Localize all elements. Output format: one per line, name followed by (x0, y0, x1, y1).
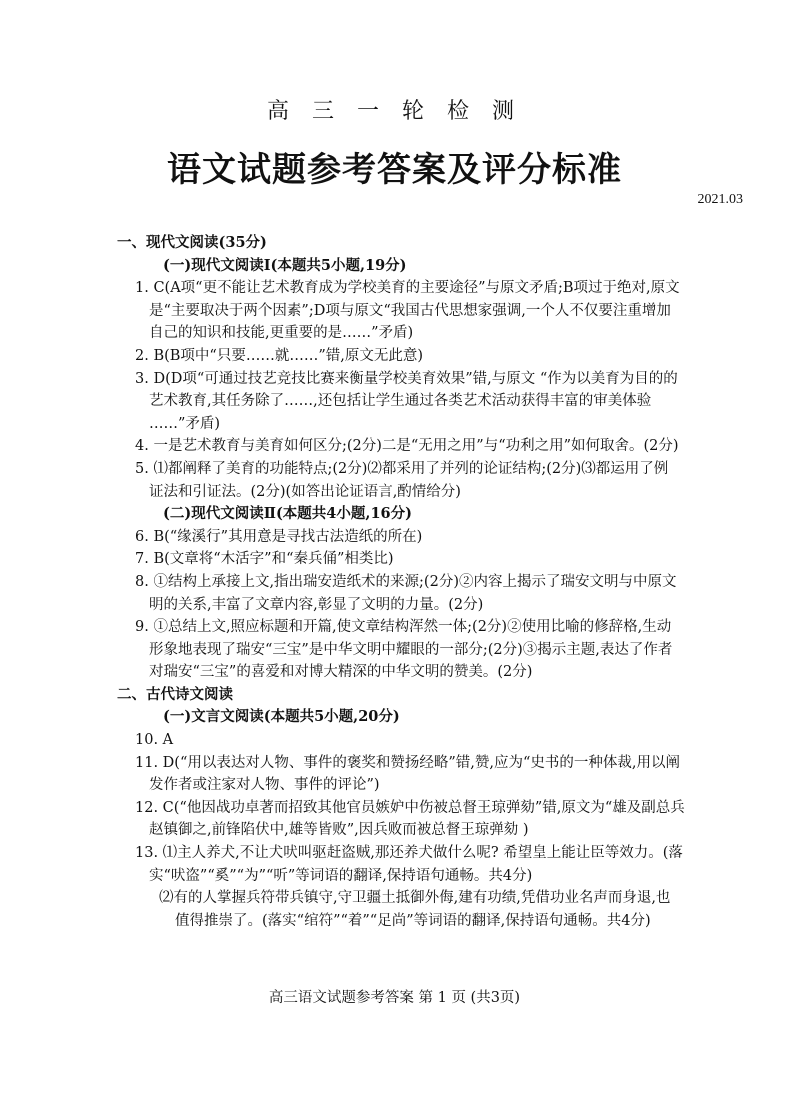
answer-line: 值得推崇了。(落实“绾符”“着”“足尚”等词语的翻译,保持语句通畅。共4分) (175, 912, 651, 929)
answer-line: 3. D(D项“可通过技艺竞技比赛来衡量学校美育效果”错,与原文 “作为以美育为目的的 (135, 370, 678, 387)
subsection-heading: (一)文言文阅读(本题共5小题,20分) (163, 708, 400, 726)
exam-subtitle: 高 三 一 轮 检 测 (267, 99, 522, 124)
answer-line: 9. ①总结上文,照应标题和开篇,使文章结构浑然一体;(2分)②使用比喻的修辞格,生动 (135, 619, 672, 636)
answer-line: 发作者或注家对人物、事件的评论”) (149, 777, 380, 794)
subsection-heading: (二)现代文阅读Ⅱ(本题共4小题,16分) (163, 505, 412, 523)
answer-line: 11. D(“用以表达对人物、事件的褒奖和赞扬经略”错,赞,应为“史书的一种体裁,用以阐 (135, 754, 681, 771)
answer-line: 10. A (135, 732, 174, 749)
answer-line: 7. B(文章将“木活字”和“秦兵俑”相类比) (135, 551, 394, 568)
answer-line: 12. C(“他因战功卓著而招致其他官员嫉妒中伤被总督王琼弹劾”错,原文为“雄及副总兵 (135, 799, 685, 816)
subsection-heading: (一)现代文阅读Ⅰ(本题共5小题,19分) (163, 256, 407, 274)
answer-line: ……”矛盾) (149, 415, 221, 432)
answer-line: 对瑞安“三宝”的喜爱和对博大精深的中华文明的赞美。(2分) (149, 664, 533, 681)
document-title: 语文试题参考答案及评分标准 (167, 150, 622, 190)
answer-content (117, 232, 725, 932)
answer-line: 自己的知识和技能,更重要的是……”矛盾) (149, 325, 414, 342)
answer-line: 6. B(“缘溪行”其用意是寻找古法造纸的所在) (135, 528, 423, 545)
document-date: 2021.03 (697, 192, 743, 207)
answer-line: 是“主要取决于两个因素”;D项与原文“我国古代思想家强调,一个人不仅要注重增加 (149, 302, 671, 319)
page-footer: 高三语文试题参考答案 第 1 页 (共3页) (268, 990, 521, 1006)
answer-line: 5. ⑴都阐释了美育的功能特点;(2分)⑵都采用了并列的论证结构;(2分)⑶都运用了例 (135, 460, 669, 477)
answer-line: 艺术教育,其任务除了……,还包括让学生通过各类艺术活动获得丰富的审美体验 (149, 393, 652, 410)
answer-line: 证法和引证法。(2分)(如答出论证语言,酌情给分) (149, 483, 461, 500)
answer-line: 实“吠盗”“奚”“为”“听”等词语的翻译,保持语句通畅。共4分) (149, 867, 533, 884)
answer-line: 8. ①结构上承接上文,指出瑞安造纸术的来源;(2分)②内容上揭示了瑞安文明与中原文 (135, 573, 677, 590)
section-heading: 一、现代文阅读(35分) (117, 234, 267, 251)
answer-line: 赵镇御之,前锋陷伏中,雄等皆败”,因兵败而被总督王琼弹劾 ) (149, 822, 529, 839)
answer-line: 1. C(A项“更不能让艺术教育成为学校美育的主要途径”与原文矛盾;B项过于绝对,原文 (135, 280, 680, 297)
answer-line: 13. ⑴主人养犬,不让犬吠叫驱赶盗贼,那还养犬做什么呢? 希望皇上能让臣等效力。(落 (135, 845, 683, 862)
answer-line: 2. B(B项中“只要……就……”错,原文无此意) (135, 347, 424, 364)
answer-line: 明的关系,丰富了文章内容,彰显了文明的力量。(2分) (149, 596, 484, 613)
answer-line: 形象地表现了瑞安“三宝”是中华文明中耀眼的一部分;(2分)③揭示主题,表达了作者 (149, 641, 673, 658)
answer-line: 4. 一是艺术教育与美育如何区分;(2分)二是“无用之用”与“功利之用”如何取舍。(2分) (135, 438, 679, 455)
answer-line: ⑵有的人掌握兵符带兵镇守,守卫疆土抵御外侮,建有功绩,凭借功业名声而身退,也 (159, 890, 671, 907)
section-heading: 二、古代诗文阅读 (117, 685, 233, 703)
